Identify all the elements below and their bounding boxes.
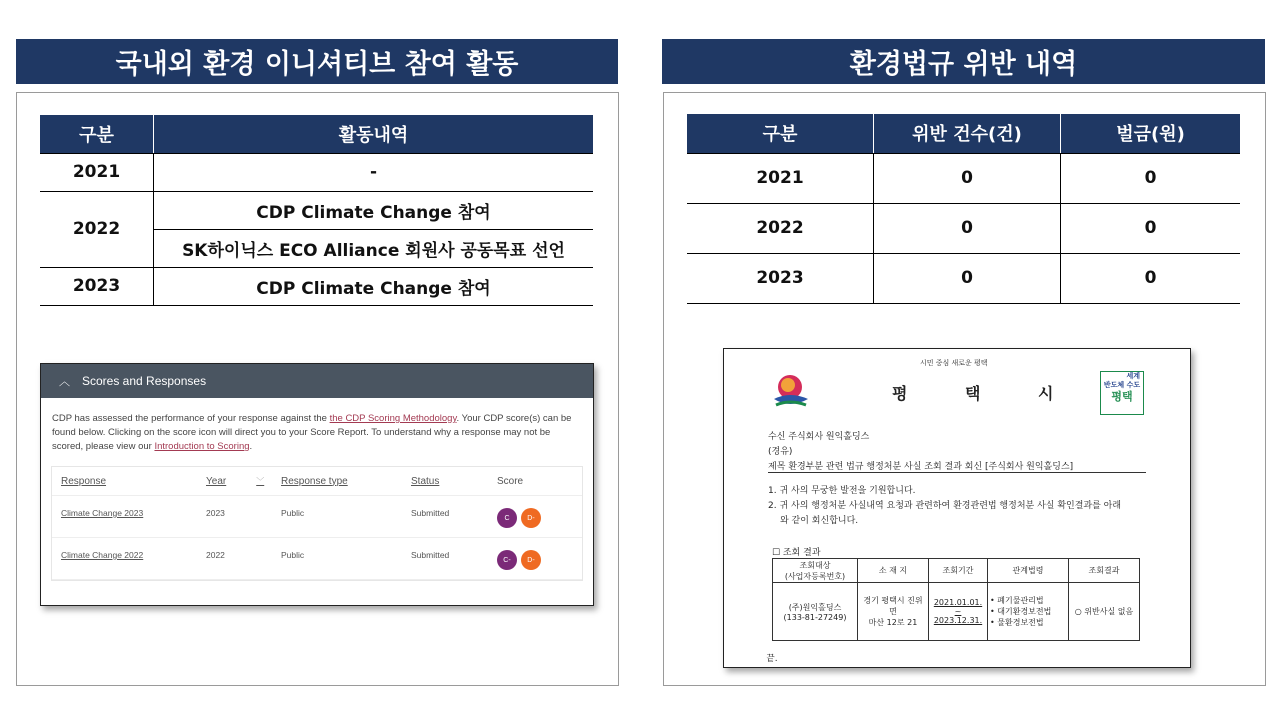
col-header-fine: 벌금(원) [1061, 114, 1241, 153]
count-cell: 0 [874, 153, 1061, 203]
col-year-label: Year [206, 475, 227, 487]
intro-to-scoring-link[interactable]: Introduction to Scoring [154, 441, 250, 452]
letter-body-2b: 와 같이 회신합니다. [780, 516, 859, 526]
activity-cell: CDP Climate Change 참여 [154, 267, 594, 305]
cdp-description [41, 398, 593, 454]
cdp-response-table [51, 466, 583, 581]
type-value: Public [281, 508, 305, 518]
year-value: 2022 [206, 550, 225, 560]
year-cell: 2022 [40, 191, 154, 267]
right-title-banner [662, 39, 1265, 84]
desc-text: . Your CDP score(s) can be found below. Clicking on the score icon will direct you to your Score Report. To understand why a response may not be scored, please view our [52, 413, 572, 452]
logo-text: 반도체 수도 [1103, 381, 1141, 389]
score-badge[interactable]: D- [521, 550, 541, 570]
right-title: 환경법규 위반 내역 [849, 49, 1078, 80]
col-year[interactable] [206, 476, 281, 487]
col-score: Score [497, 475, 524, 487]
activity-cell: - [154, 153, 594, 191]
cdp-section-title: Scores and Responses [82, 374, 207, 388]
response-link[interactable]: Climate Change 2022 [61, 550, 144, 560]
status-value: Submitted [411, 508, 450, 518]
activity-cell: SK하이닉스 ECO Alliance 회원사 공동목표 선언 [154, 229, 594, 267]
result-col-header: 조회결과 [1069, 559, 1140, 583]
score-badge[interactable]: D- [521, 508, 541, 528]
result-col-header: 관계법령 [988, 559, 1069, 583]
desc-text: . [249, 441, 253, 452]
letter-body-1: 1. 귀 사의 무궁한 발전을 기원합니다. [768, 486, 916, 496]
letter-slogan: 시민 중심 새로운 평택 [920, 359, 988, 367]
response-link[interactable]: Climate Change 2023 [61, 508, 144, 518]
letter-via: (경유) [768, 447, 793, 457]
year-cell: 2021 [687, 153, 874, 203]
result-target: (주)원익홀딩스 (133-81-27249) [773, 583, 858, 641]
col-header-category: 구분 [40, 115, 154, 153]
col-response[interactable]: Response [61, 475, 107, 487]
fine-cell: 0 [1061, 153, 1241, 203]
col-header-category: 구분 [687, 114, 874, 153]
score-badge[interactable]: C [497, 508, 517, 528]
col-response-type[interactable]: Response type [281, 475, 348, 487]
fine-cell: 0 [1061, 203, 1241, 253]
official-letter [723, 348, 1191, 668]
year-cell: 2023 [687, 253, 874, 303]
result-col-header: 조회대상 (사업자등록번호) [773, 559, 858, 583]
left-title: 국내외 환경 이니셔티브 참여 활동 [115, 49, 519, 80]
result-col-header: 조회기간 [929, 559, 988, 583]
result-heading: ☐ 조회 결과 [772, 548, 821, 558]
table-row [52, 538, 582, 580]
score-badges [497, 508, 577, 528]
cdp-table-header [52, 467, 582, 496]
score-badge[interactable]: C- [497, 550, 517, 570]
activity-cell: CDP Climate Change 참여 [154, 191, 594, 229]
type-value: Public [281, 550, 305, 560]
year-cell: 2023 [40, 267, 154, 305]
sort-chevron-icon[interactable]: ﹀ [256, 476, 265, 486]
result-col-header: 소 재 지 [858, 559, 929, 583]
count-cell: 0 [874, 203, 1061, 253]
count-cell: 0 [874, 253, 1061, 303]
letter-end: 끝. [766, 654, 778, 664]
result-laws: • 폐기물관리법 • 대기환경보전법 • 물환경보전법 [988, 583, 1069, 641]
letter-city: 평 택 시 [892, 384, 1080, 403]
chevron-up-icon[interactable]: ︿ [59, 376, 70, 388]
scoring-methodology-link[interactable]: the CDP Scoring Methodology [329, 413, 457, 424]
letter-subject: 제목 환경부분 관련 법규 행정처분 사실 조회 결과 회신 [주식회사 원익홀딩스] [768, 459, 1146, 473]
letter-recipient: 수신 주식회사 원익홀딩스 [768, 432, 870, 442]
semiconductor-capital-logo [1100, 371, 1144, 415]
fine-cell: 0 [1061, 253, 1241, 303]
initiative-table [40, 115, 593, 306]
year-value: 2023 [206, 508, 225, 518]
col-header-count: 위반 건수(건) [874, 114, 1061, 153]
result-value: ○ 위반사실 없음 [1069, 583, 1140, 641]
logo-text: 세계 [1126, 372, 1140, 380]
cdp-scores-screenshot [40, 363, 594, 606]
result-period: 2021.01.01. ~ 2023.12.31. [929, 583, 988, 641]
result-location: 경기 평택시 진위면 마산 12로 21 [858, 583, 929, 641]
letter-body-2: 2. 귀 사의 행정처분 사실내역 요청과 관련하여 환경관련법 행정처분 사실 확인결과를 아래 [768, 501, 1122, 511]
result-table [772, 558, 1140, 641]
violation-table [687, 114, 1240, 304]
city-emblem-icon [768, 369, 814, 415]
year-cell: 2021 [40, 153, 154, 191]
year-cell: 2022 [687, 203, 874, 253]
left-title-banner [16, 39, 618, 84]
col-header-activity: 활동내역 [154, 115, 594, 153]
logo-text: 평택 [1111, 390, 1133, 403]
cdp-section-header[interactable] [41, 364, 593, 398]
desc-text: CDP has assessed the performance of your response against the [52, 413, 330, 424]
table-row [52, 496, 582, 538]
col-status[interactable]: Status [411, 475, 440, 487]
score-badges [497, 550, 577, 570]
status-value: Submitted [411, 550, 450, 560]
